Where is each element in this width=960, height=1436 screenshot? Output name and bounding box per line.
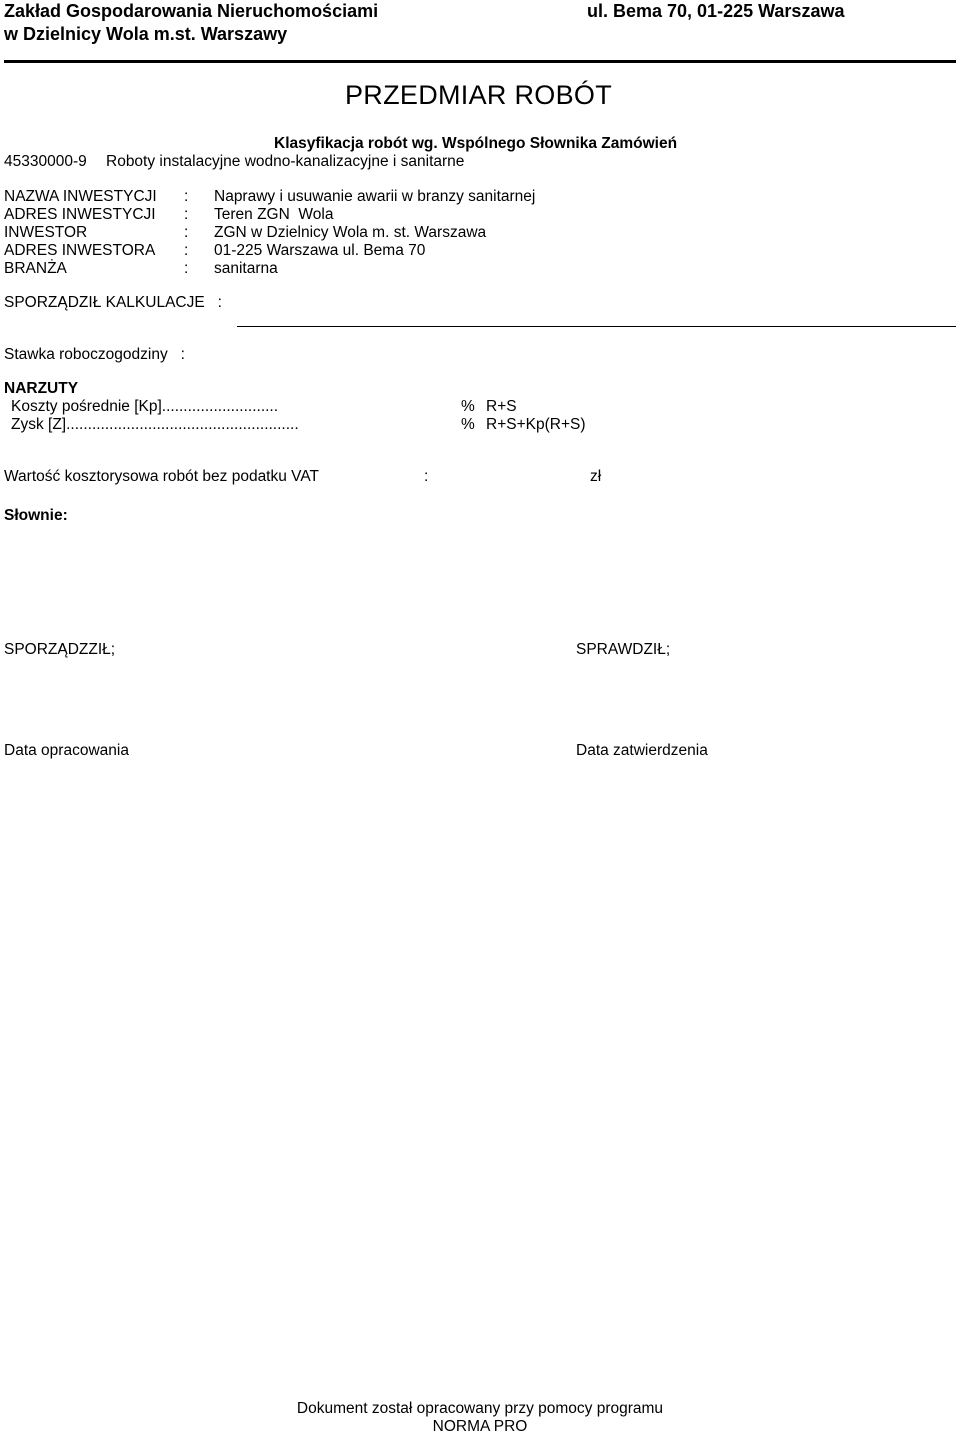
investor-address-value: 01-225 Warszawa ul. Bema 70 [214, 242, 426, 259]
estimate-currency: zł [590, 468, 602, 485]
prepared-by-label: SPORZĄDZZIŁ; [4, 641, 116, 658]
trade-value: sanitarna [214, 260, 278, 277]
classification-heading: Klasyfikacja robót wg. Wspólnego Słownika Zamówień [274, 135, 678, 152]
labour-rate-label: Stawka roboczogodziny : [4, 346, 185, 363]
investment-address-value: Teren ZGN Wola [214, 206, 334, 223]
investor-colon: : [184, 224, 189, 241]
estimate-colon: : [424, 468, 429, 485]
document-title: PRZEDMIAR ROBÓT [345, 80, 613, 110]
calculation-author-line [237, 326, 956, 327]
footer-program-name: NORMA PRO [432, 1418, 528, 1435]
trade-label: BRANŻA [4, 260, 67, 277]
indirect-costs-label: Koszty pośrednie [Kp]........................... [11, 398, 279, 415]
organization-name: Zakład Gospodarowania Nieruchomościami [4, 1, 379, 21]
header-divider [4, 60, 956, 63]
footer-line-1 [0, 1400, 960, 1418]
investment-name-colon: : [184, 188, 189, 205]
checked-by-label: SPRAWDZIŁ; [576, 641, 671, 658]
organization-district: w Dzielnicy Wola m.st. Warszawy [4, 24, 288, 44]
investor-address-label: ADRES INWESTORA [4, 242, 156, 259]
profit-unit: % [461, 416, 475, 433]
investor-label: INWESTOR [4, 224, 88, 241]
investment-address-label: ADRES INWESTYCJI [4, 206, 156, 223]
profit-label: Zysk [Z]...................................................... [11, 416, 299, 433]
profit-basis: R+S+Kp(R+S) [486, 416, 586, 433]
investment-address-colon: : [184, 206, 189, 223]
estimate-label: Wartość kosztorysowa robót bez podatku VAT [4, 468, 320, 485]
approval-date-label: Data zatwierdzenia [576, 742, 708, 759]
investor-value: ZGN w Dzielnicy Wola m. st. Warszawa [214, 224, 487, 241]
cpv-description: Roboty instalacyjne wodno-kanalizacyjne i sanitarne [106, 153, 465, 170]
investment-name-label: NAZWA INWESTYCJI [4, 188, 157, 205]
organization-address: ul. Bema 70, 01-225 Warszawa [587, 1, 845, 21]
indirect-costs-basis: R+S [486, 398, 517, 415]
indirect-costs-unit: % [461, 398, 475, 415]
footer-generator-text: Dokument został opracowany przy pomocy programu [296, 1400, 664, 1417]
footer-line-2 [0, 1418, 960, 1436]
in-words-label: Słownie: [4, 507, 68, 524]
investment-name-value: Naprawy i usuwanie awarii w branzy sanitarnej [214, 188, 536, 205]
trade-colon: : [184, 260, 189, 277]
markups-heading: NARZUTY [4, 380, 79, 397]
cpv-code: 45330000-9 [4, 153, 87, 170]
preparation-date-label: Data opracowania [4, 742, 129, 759]
investor-address-colon: : [184, 242, 189, 259]
calculation-author-label: SPORZĄDZIŁ KALKULACJE : [4, 294, 222, 311]
